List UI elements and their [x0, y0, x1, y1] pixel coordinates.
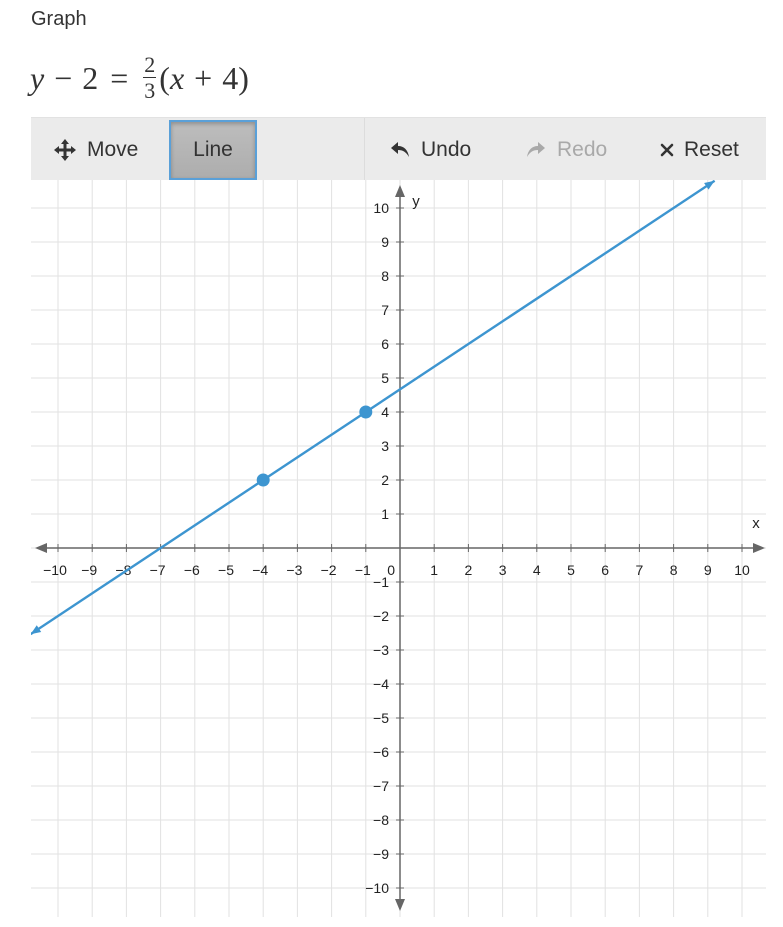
- y-tick-label: 6: [381, 336, 389, 352]
- x-tick-label: −4: [252, 562, 269, 578]
- x-tick-label: −7: [149, 562, 166, 578]
- y-tick-label: −5: [373, 710, 389, 726]
- y-tick-label: −3: [373, 642, 389, 658]
- y-tick-label: 4: [381, 404, 389, 420]
- x-tick-label: −6: [183, 562, 200, 578]
- redo-button[interactable]: [525, 118, 607, 181]
- y-tick-label: −4: [373, 676, 389, 692]
- y-axis-arrow-up: [395, 185, 405, 197]
- move-arrows-icon: [53, 138, 77, 162]
- x-axis-arrow-right: [753, 543, 765, 553]
- graphed-line[interactable]: [31, 181, 715, 634]
- toolbar-divider: [364, 118, 365, 181]
- x-tick-label: 6: [601, 562, 610, 578]
- x-tick-label: 2: [464, 562, 473, 578]
- equation-minus: −: [54, 59, 73, 96]
- fraction-numerator: 2: [144, 52, 156, 77]
- equation-equals: =: [110, 59, 129, 96]
- equation-close-paren: ): [238, 59, 249, 96]
- y-tick-label: 1: [381, 506, 389, 522]
- page-heading: Graph: [31, 8, 87, 30]
- x-axis-label: x: [752, 515, 760, 532]
- graph-toolbar: [31, 117, 766, 181]
- x-tick-label: 4: [532, 562, 541, 578]
- y-tick-label: 5: [381, 370, 389, 386]
- x-tick-label: −8: [115, 562, 132, 578]
- x-tick-label: 7: [635, 562, 644, 578]
- x-tick-label: −2: [320, 562, 337, 578]
- x-tick-label: −3: [286, 562, 303, 578]
- y-tick-label: −6: [373, 744, 389, 760]
- origin-label: 0: [387, 562, 395, 578]
- undo-arrow-icon: [389, 140, 411, 160]
- x-tick-label: 5: [567, 562, 575, 578]
- reset-button-label: Reset: [684, 137, 739, 161]
- y-tick-label: 10: [373, 200, 389, 216]
- x-tick-label: 8: [669, 562, 678, 578]
- line-tool-button[interactable]: [169, 120, 257, 180]
- y-tick-label: 8: [381, 268, 389, 284]
- y-tick-label: −10: [365, 880, 389, 896]
- x-axis-arrow-left: [35, 543, 47, 553]
- y-tick-label: −9: [373, 846, 389, 862]
- y-tick-label: 7: [381, 302, 389, 318]
- y-tick-label: −1: [373, 574, 389, 590]
- y-axis-arrow-down: [395, 899, 405, 911]
- line-tool-label: Line: [193, 138, 233, 161]
- line-arrow-end: [704, 181, 715, 190]
- redo-arrow-icon: [525, 140, 547, 160]
- x-tick-label: 3: [498, 562, 507, 578]
- graph-canvas[interactable]: [31, 180, 766, 917]
- y-tick-label: 2: [381, 472, 389, 488]
- equation-plus: +: [194, 59, 213, 96]
- equation-two: 2: [82, 59, 99, 96]
- move-button-label: Move: [87, 137, 139, 161]
- x-tick-label: −10: [43, 562, 67, 578]
- equation-four: 4: [222, 59, 239, 96]
- equation-open-paren: (: [159, 59, 170, 96]
- x-tick-label: 10: [734, 562, 750, 578]
- line-point-1[interactable]: [257, 474, 270, 487]
- equation-fraction: [143, 54, 156, 102]
- x-tick-label: 9: [703, 562, 712, 578]
- x-tick-label: −1: [354, 562, 371, 578]
- undo-button[interactable]: [389, 118, 471, 181]
- move-button[interactable]: [53, 118, 138, 181]
- plotted-line[interactable]: [31, 181, 715, 634]
- y-axis-label: y: [412, 193, 420, 210]
- equation-x: x: [169, 59, 185, 96]
- y-tick-label: 3: [381, 438, 389, 454]
- x-tick-label: −5: [218, 562, 234, 578]
- axes: [35, 185, 765, 911]
- y-tick-label: 9: [381, 234, 389, 250]
- y-tick-label: −2: [373, 608, 389, 624]
- redo-button-label: Redo: [557, 137, 608, 161]
- equation: [30, 52, 249, 104]
- line-point-2[interactable]: [359, 406, 372, 419]
- x-tick-label: 1: [430, 562, 439, 578]
- y-tick-label: −8: [373, 812, 389, 828]
- y-tick-label: −7: [373, 778, 389, 794]
- close-x-icon: [660, 143, 674, 157]
- undo-button-label: Undo: [421, 137, 472, 161]
- coordinate-graph[interactable]: [31, 180, 766, 917]
- reset-button[interactable]: [660, 118, 739, 181]
- tick-labels: [43, 193, 760, 896]
- equation-y: y: [30, 59, 45, 96]
- x-tick-label: −9: [81, 562, 98, 578]
- line-arrow-start: [31, 625, 41, 634]
- fraction-denominator: 3: [144, 78, 156, 103]
